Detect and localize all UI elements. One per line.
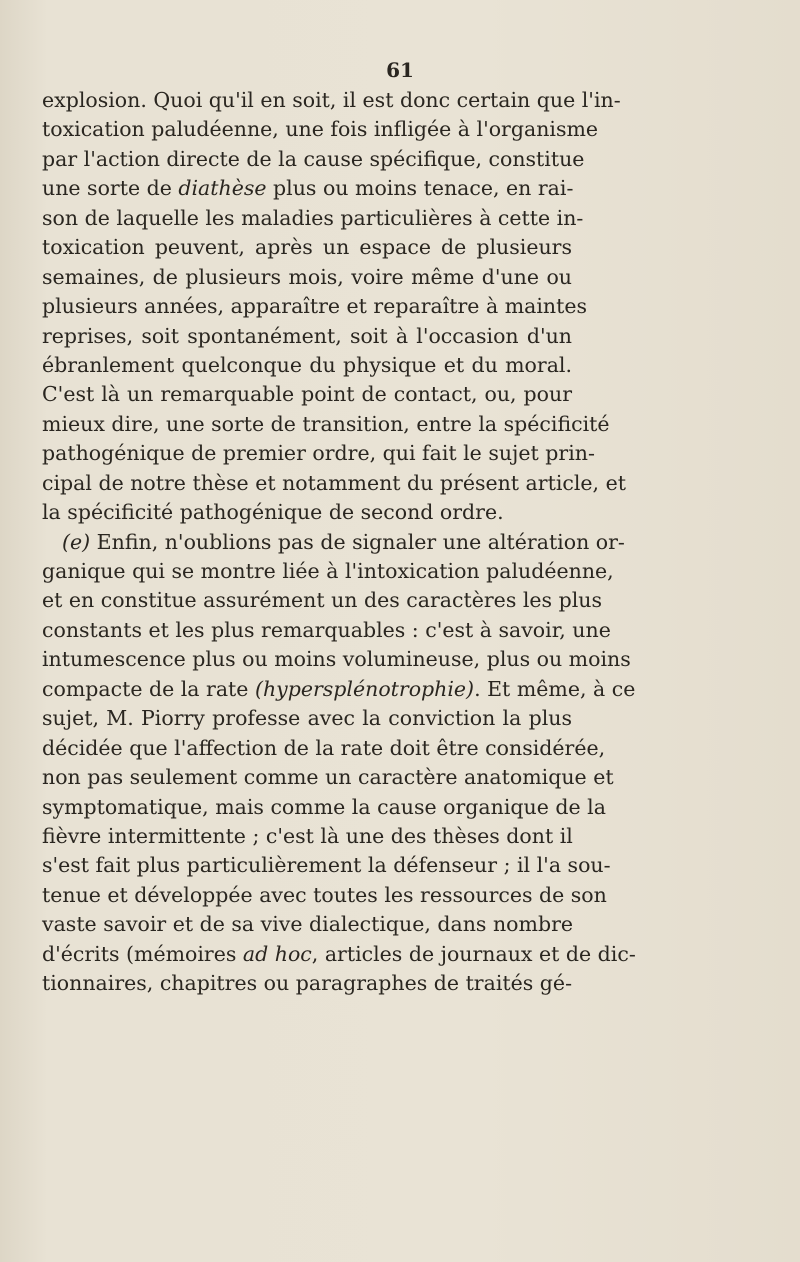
text-line (42, 86, 621, 115)
text-line (42, 940, 636, 969)
text-segment: et en constitue assurément un des caractères les plus (42, 588, 602, 613)
text-segment: Enfin, n'oublions pas de signaler une altération or- (90, 529, 625, 554)
text-line (42, 734, 606, 763)
text-line (42, 115, 599, 144)
text-line (42, 380, 572, 409)
text-line (42, 616, 611, 645)
text-segment: s'est fait plus particulièrement la défenseur ; il l'a sou- (42, 853, 611, 878)
text-segment: son de laquelle les maladies particulières à cette in- (42, 205, 584, 230)
text-line (42, 204, 584, 233)
text-line (42, 675, 636, 704)
text-segment: reprises, soit spontanément, soit à l'occasion d'un (42, 323, 572, 348)
text-line (42, 528, 625, 557)
text-line (42, 439, 595, 468)
text-line (42, 174, 572, 203)
text-segment: intumescence plus ou moins volumineuse, plus ou moins (42, 647, 631, 672)
text-line (42, 763, 614, 792)
text-segment: . Et même, à ce (474, 676, 636, 701)
text-segment: la spécificité pathogénique de second ordre. (42, 500, 504, 525)
text-segment: constants et les plus remarquables : c'est à savoir, une (42, 617, 611, 642)
text-segment: sujet, M. Piorry professe avec la conviction la plus (42, 706, 572, 731)
text-segment: , articles de journaux et de dic- (311, 941, 636, 966)
text-segment: compacte de la rate (42, 676, 255, 701)
text-line (42, 793, 606, 822)
text-segment: décidée que l'affection de la rate doit être considérée, (42, 735, 606, 760)
text-segment: tenue et développée avec toutes les ressources de son (42, 882, 607, 907)
text-line (42, 851, 611, 880)
text-line (42, 322, 572, 351)
text-line (42, 704, 572, 733)
text-segment: explosion. Quoi qu'il en soit, il est donc certain que l'in- (42, 88, 621, 112)
text-segment: C'est là un remarquable point de contact, ou, pour (42, 382, 572, 407)
text-segment: tionnaires, chapitres ou paragraphes de traités gé- (42, 971, 572, 996)
text-line (42, 263, 572, 292)
text-line (42, 410, 610, 439)
text-line (42, 822, 572, 851)
text-line (42, 557, 614, 586)
page-number: 61 (386, 58, 414, 82)
text-line (42, 351, 572, 380)
text-segment: vaste savoir et de sa vive dialectique, dans nombre (42, 912, 574, 937)
text-line (42, 498, 572, 527)
text-segment: ganique qui se montre liée à l'intoxication paludéenne, (42, 559, 614, 583)
italic-text: diathèse (178, 176, 267, 201)
italic-text: (e) (62, 529, 91, 554)
text-segment: non pas seulement comme un caractère anatomique et (42, 765, 614, 790)
text-line (42, 881, 607, 910)
text-segment: plus ou moins tenace, en rai- (266, 176, 574, 201)
text-line (42, 233, 572, 262)
text-segment: symptomatique, mais comme la cause organique de la (42, 794, 606, 819)
italic-text: ad hoc (242, 941, 312, 966)
text-segment: toxication peuvent, après un espace de plusieurs (42, 235, 572, 260)
body-text (42, 86, 636, 999)
text-segment: ébranlement quelconque du physique et du moral. (42, 352, 572, 377)
text-segment: d'écrits (mémoires (42, 941, 243, 966)
text-line (42, 586, 602, 615)
text-line (42, 910, 572, 939)
text-segment: par l'action directe de la cause spécifique, constitue (42, 146, 585, 171)
text-line (42, 969, 572, 998)
text-segment: mieux dire, une sorte de transition, entre la spécificité (42, 411, 610, 436)
text-segment: une sorte de (42, 176, 179, 201)
text-segment: pathogénique de premier ordre, qui fait le sujet prin- (42, 441, 595, 466)
text-segment: plusieurs années, apparaître et reparaître à maintes (42, 294, 588, 319)
text-segment: toxication paludéenne, une fois infligée à l'organisme (42, 117, 599, 142)
italic-text: (hypersplénotrophie) (254, 676, 475, 701)
text-line (42, 645, 631, 674)
text-line (42, 469, 626, 498)
text-segment: cipal de notre thèse et notamment du présent article, et (42, 470, 626, 495)
text-line (42, 145, 585, 174)
text-segment: fièvre intermittente ; c'est là une des thèses dont il (42, 823, 573, 848)
text-line (42, 292, 588, 321)
text-segment: semaines, de plusieurs mois, voire même d'une ou (42, 264, 572, 289)
